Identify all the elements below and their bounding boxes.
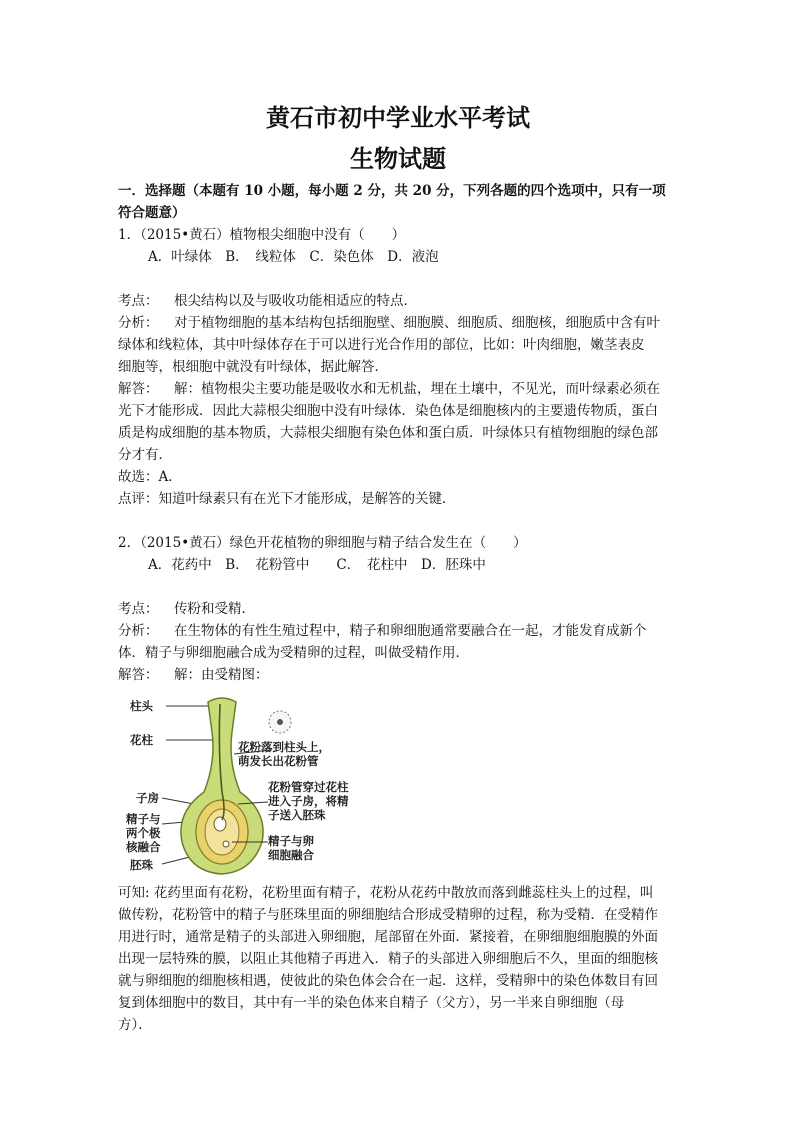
q1-kaodian-text: 根尖结构以及与吸收功能相适应的特点． — [174, 293, 417, 309]
q1-comment: 点评：知道叶绿素只有在光下才能形成，是解答的关键． — [118, 491, 456, 507]
q1-answer: 故选：A． — [118, 469, 182, 485]
label-stigma: 柱头 — [130, 699, 153, 713]
q2-kaodian-label: 考点： — [118, 601, 159, 617]
q2-fenxi — [118, 620, 678, 642]
q1-jieda-text4: 分才有． — [118, 447, 172, 463]
note-pollination-2: 萌发长出花粉管 — [238, 754, 319, 768]
q1-jieda-text3: 质是构成细胞的基本物质，大蒜根尖细胞有染色体和蛋白质．叶绿体只有植物细胞的绿色部 — [118, 425, 658, 441]
q2-after-text2: 做传粉，花粉管中的精子与胚珠里面的卵细胞结合形成受精卵的过程，称为受精．在受精作 — [118, 907, 658, 923]
note-tube-1: 花粉管穿过花柱 — [268, 780, 349, 794]
q2-after-text1: 可知: 花药里面有花粉，花粉里面有精子，花粉从花药中散放而落到雌蕊柱头上的过程，叫 — [118, 885, 654, 901]
section-heading-line1: 一．选择题（本题有 10 小题，每小题 2 分，共 20 分，下列各题的四个选项中，只有一项 — [118, 183, 666, 199]
label-sperm-polar1: 精子与 — [126, 812, 161, 826]
q1-fenxi — [118, 312, 678, 334]
q1-fenxi-text3: 细胞等，根细胞中就没有叶绿体，据此解答． — [118, 359, 388, 375]
label-sperm-polar2: 两个极 — [126, 826, 161, 840]
q1-jieda-label: 解答： — [118, 381, 159, 397]
q2-stem: 2．（2015•黄石）绿色开花植物的卵细胞与精子结合发生在（ ） — [118, 535, 527, 551]
q1-kaodian — [118, 290, 678, 312]
q2-jieda — [118, 664, 678, 686]
q1-jieda-text1: 解：植物根尖主要功能是吸收水和无机盐，埋在土壤中，不见光，而叶绿素必须在 — [174, 381, 660, 397]
q2-after-text4: 出现一层特殊的膜，以阻止其他精子再进入．精子的头部进入卵细胞后不久，里面的细胞核 — [118, 951, 658, 967]
q1-fenxi-text2: 绿体和线粒体，其中叶绿体存在于可以进行光合作用的部位，比如：叶肉细胞，嫩茎表皮 — [118, 337, 645, 353]
q1-stem: 1．（2015•黄石）植物根尖细胞中没有（ ） — [118, 227, 406, 243]
q1-options: A．叶绿体 B． 线粒体 C．染色体 D．液泡 — [148, 249, 439, 265]
q2-options: A．花药中 B． 花粉管中 C． 花柱中 D．胚珠中 — [148, 557, 486, 573]
note-pollination-1: 花粉落到柱头上， — [238, 740, 330, 754]
q2-jieda-label: 解答： — [118, 667, 159, 683]
q2-fenxi-text1: 在生物体的有性生殖过程中，精子和卵细胞通常要融合在一起，才能发育成新个 — [174, 623, 647, 639]
q1-jieda-text2: 光下才能形成．因此大蒜根尖细胞中没有叶绿体．染色体是细胞核内的主要遗传物质，蛋白 — [118, 403, 658, 419]
q1-kaodian-label: 考点： — [118, 293, 159, 309]
q2-fenxi-text2: 体．精子与卵细胞融合成为受精卵的过程，叫做受精作用． — [118, 645, 469, 661]
label-style: 花柱 — [130, 733, 153, 747]
fertilization-figure — [122, 692, 412, 878]
q2-fenxi-label: 分析： — [118, 623, 159, 639]
note-fusion-2: 细胞融合 — [268, 848, 314, 862]
note-fusion-1: 精子与卵 — [268, 834, 314, 848]
label-ovary: 子房 — [136, 791, 159, 805]
q2-after-text6: 复到体细胞中的数目，其中有一半的染色体来自精子（父方），另一半来自卵细胞（母 — [118, 995, 625, 1011]
note-tube-2: 进入子房，将精 — [268, 794, 349, 808]
q1-fenxi-text1: 对于植物细胞的基本结构包括细胞壁、细胞膜、细胞质、细胞核，细胞质中含有叶 — [174, 315, 660, 331]
q1-fenxi-label: 分析： — [118, 315, 159, 331]
q2-kaodian — [118, 598, 678, 620]
page-title: 黄石市初中学业水平考试 — [266, 103, 530, 132]
page-subtitle: 生物试题 — [350, 144, 446, 173]
q2-after-text7: 方）． — [118, 1017, 152, 1033]
q2-jieda-text1: 解：由受精图： — [174, 667, 269, 683]
section-heading-line2: 符合题意） — [118, 205, 186, 221]
label-sperm-polar3: 核融合 — [126, 840, 161, 854]
q2-kaodian-text: 传粉和受精． — [174, 601, 255, 617]
pistil-diagram — [122, 692, 412, 878]
q2-after-text3: 用进行时，通常是精子的头部进入卵细胞，尾部留在外面．紧接着，在卵细胞细胞膜的外面 — [118, 929, 658, 945]
q1-jieda — [118, 378, 678, 400]
q2-after-text5: 就与卵细胞的细胞核相遇，使彼此的染色体会合在一起．这样，受精卵中的染色体数目有回 — [118, 973, 658, 989]
note-tube-3: 子送入胚珠 — [268, 808, 326, 822]
exam-page — [118, 98, 678, 1036]
label-ovule: 胚珠 — [130, 858, 153, 872]
